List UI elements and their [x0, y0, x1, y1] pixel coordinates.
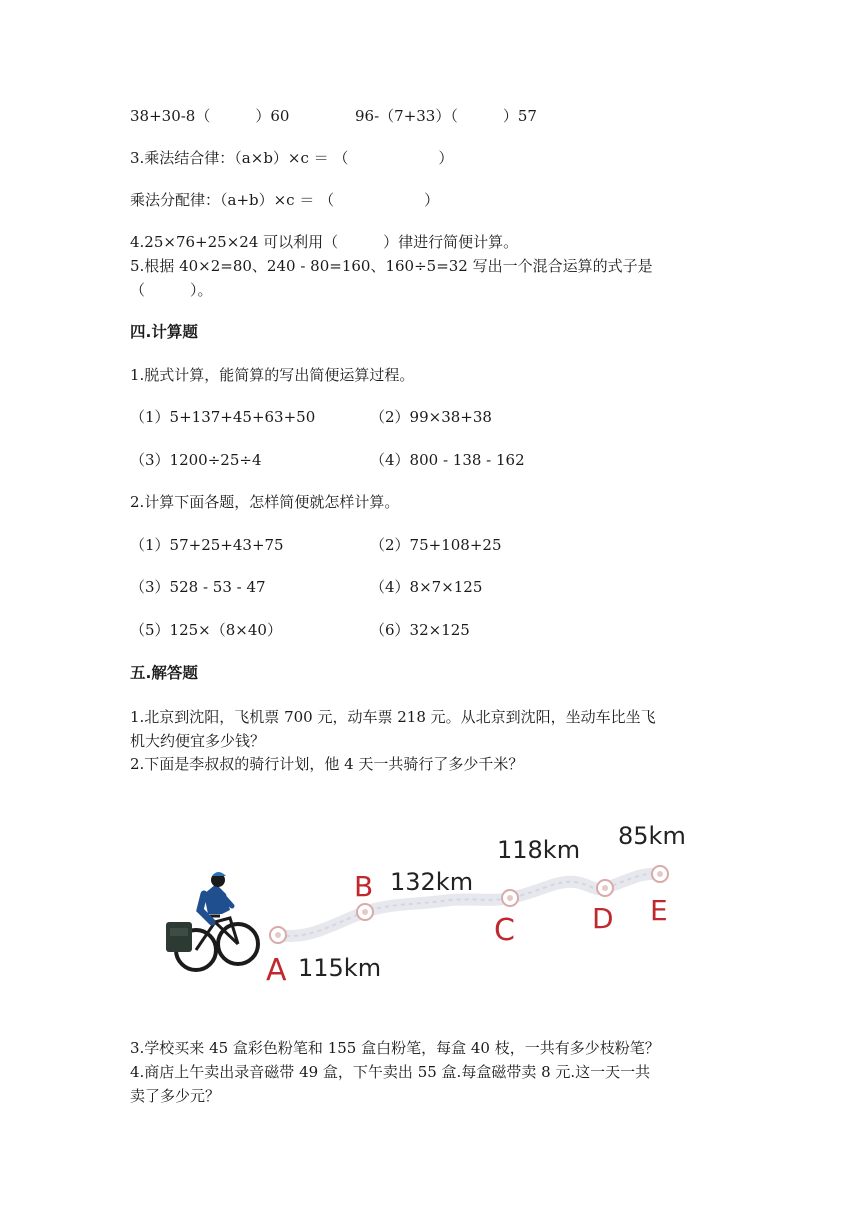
calc-item: （4）800 - 138 - 162	[370, 451, 525, 469]
section5-q4-line2: 卖了多少元？	[130, 1087, 221, 1105]
compare-question-b: 96-（7+33）（ ）57	[355, 107, 537, 125]
calc-item: （1）57+25+43+75	[130, 536, 284, 554]
section5-q2: 2.下面是李叔叔的骑行计划，他 4 天一共骑行了多少千米？	[130, 755, 524, 773]
calc-item: （2）75+108+25	[370, 536, 502, 554]
calc-item: （1）5+137+45+63+50	[130, 408, 316, 426]
calc-item: （6）32×125	[370, 621, 470, 639]
section5-q1-line1: 1.北京到沈阳，飞机票 700 元，动车票 218 元。从北京到沈阳，坐动车比坐飞	[130, 708, 656, 726]
section5-title: 五.解答题	[130, 664, 198, 682]
fill-q5-line1: 5.根据 40×2=80、240 - 80=160、160÷5=32 写出一个混合运算的式子是	[130, 257, 653, 275]
waypoint-marker-d	[597, 880, 613, 896]
distance-label-ab: 115km	[298, 954, 382, 982]
calc-item: （2）99×38+38	[370, 408, 492, 426]
fill-q3-distributive: 乘法分配律：（a+b）×c ＝ （ ）	[130, 191, 440, 209]
cyclist-icon	[166, 872, 258, 970]
point-label-c: C	[494, 913, 515, 948]
waypoint-marker-a	[270, 927, 286, 943]
section4-title: 四.计算题	[130, 323, 198, 341]
distance-label-bc: 132km	[390, 868, 474, 896]
fill-q3-associative: 3.乘法结合律：（a×b）×c ＝ （ ）	[130, 149, 454, 167]
point-label-a: A	[266, 953, 287, 988]
section4-q2-prompt: 2.计算下面各题，怎样简便就怎样计算。	[130, 493, 400, 511]
distance-label-de: 85km	[618, 822, 686, 850]
section5-q1-line2: 机大约便宜多少钱？	[130, 732, 266, 750]
point-label-d: D	[592, 902, 614, 935]
cycling-route-figure	[160, 810, 720, 1010]
section4-q1-prompt: 1.脱式计算，能简算的写出简便运算过程。	[130, 366, 415, 384]
point-label-e: E	[650, 894, 668, 927]
calc-item: （3）1200÷25÷4	[130, 451, 262, 469]
section5-q3: 3.学校买来 45 盒彩色粉笔和 155 盒白粉笔，每盒 40 枝，一共有多少枝粉笔？	[130, 1039, 660, 1057]
calc-item: （4）8×7×125	[370, 578, 483, 596]
compare-question-a: 38+30-8（ ）60	[130, 107, 290, 125]
distance-label-cd: 118km	[497, 836, 581, 864]
point-label-b: B	[354, 870, 374, 903]
fill-q4: 4.25×76+25×24 可以利用（ ）律进行简便计算。	[130, 233, 519, 251]
calc-item: （5）125×（8×40）	[130, 621, 282, 639]
fill-q5-line2: （ ）。	[130, 281, 213, 299]
calc-item: （3）528 - 53 - 47	[130, 578, 266, 596]
section5-q4-line1: 4.商店上午卖出录音磁带 49 盒，下午卖出 55 盒.每盒磁带卖 8 元.这一天一共	[130, 1063, 651, 1081]
waypoint-marker-c	[502, 890, 518, 906]
waypoint-marker-b	[357, 904, 373, 920]
waypoint-marker-e	[652, 866, 668, 882]
